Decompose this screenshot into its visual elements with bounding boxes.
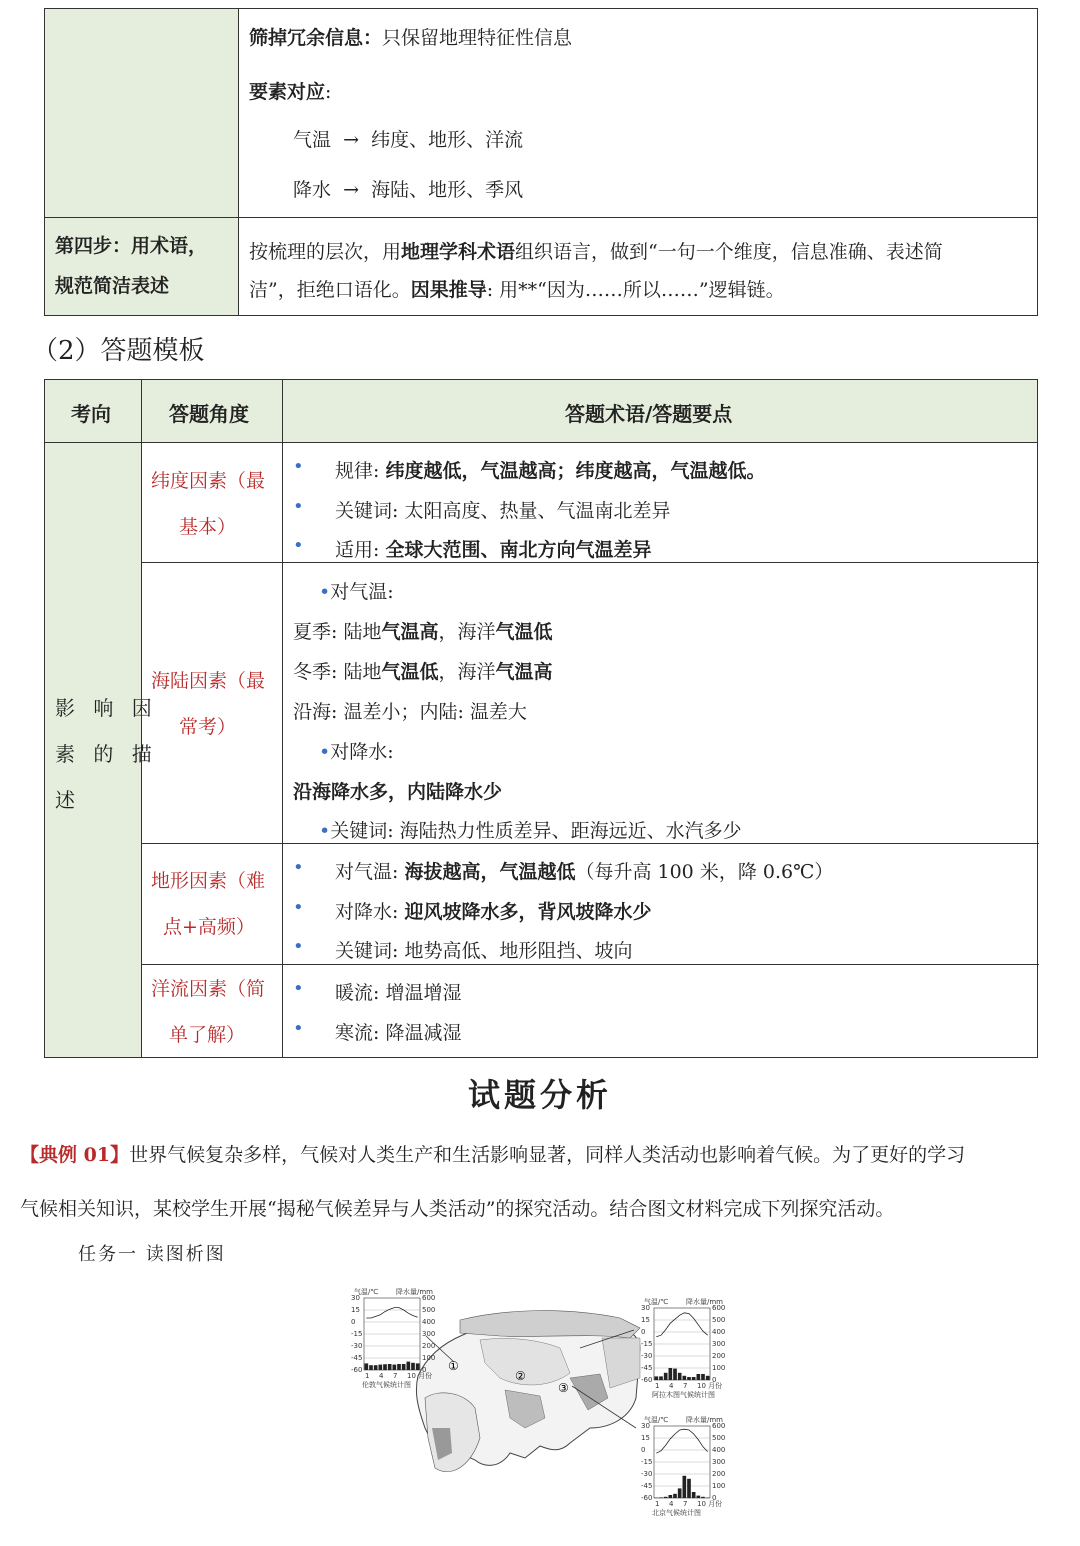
left-tick: 0: [641, 1328, 646, 1336]
month-tick: 10 月份: [697, 1500, 723, 1508]
left-tick: -15: [641, 1458, 653, 1466]
bullet-icon: •: [293, 535, 304, 556]
right-tick: 0: [712, 1376, 717, 1384]
terrain-temp-note: （每升高 100 米，降 0.6℃）: [575, 861, 834, 883]
precip-bar: [397, 1364, 401, 1370]
terrain-temp: [293, 857, 834, 884]
row-divider-3: [141, 964, 1039, 965]
left-tick: -45: [351, 1354, 363, 1362]
col-divider-2: [282, 380, 283, 1057]
precip-bar: [402, 1364, 406, 1370]
cold-current-text: 寒流: 降温减湿: [335, 1022, 462, 1044]
left-tick: -30: [351, 1342, 363, 1350]
left-tick: 30: [641, 1422, 650, 1430]
analysis-title: 试题分析: [467, 1076, 612, 1114]
row-label-line3: 述: [55, 788, 81, 812]
left-tick: 0: [351, 1318, 356, 1326]
example-paragraph-line1: [20, 1140, 965, 1167]
right-tick: 400: [712, 1446, 726, 1454]
right-tick: 400: [712, 1328, 726, 1336]
land-sea-keywords: [319, 816, 742, 843]
month-tick: 4: [379, 1372, 384, 1380]
bullet-icon: •: [293, 1018, 304, 1039]
london-climate-chart: [351, 1287, 435, 1389]
factor-current: [151, 966, 279, 1058]
chart-caption: 伦敦气候统计图: [362, 1381, 411, 1389]
filter-info-line: [249, 23, 572, 50]
right-tick: 600: [712, 1422, 726, 1430]
month-tick: 1: [655, 1382, 660, 1390]
terrain-temp-label: 对气温:: [335, 861, 405, 883]
land-sea-precip-title-text: 对降水:: [330, 741, 394, 763]
row-label-line1: 影 响 因: [55, 696, 158, 720]
element-map-colon: :: [325, 81, 332, 103]
step4-term-bold: 地理学科术语: [401, 241, 516, 263]
precip-bar: [697, 1374, 701, 1380]
precip-bar: [701, 1374, 705, 1380]
precip-bar: [664, 1497, 668, 1498]
right-tick: 0: [422, 1366, 427, 1374]
right-tick: 600: [712, 1304, 726, 1312]
precip-bar: [669, 1368, 673, 1380]
bullet-icon: •: [293, 857, 304, 878]
header-terms: 答题术语/答题要点: [565, 402, 733, 426]
method-table: [44, 8, 1038, 316]
winter-d: 气温高: [495, 661, 553, 683]
factor-current-line2: 单了解）: [169, 1024, 246, 1046]
filter-info-text: 只保留地理特征性信息: [382, 27, 573, 49]
factor-land-sea-line2: 常考）: [179, 716, 237, 738]
example-paragraph-line2: 气候相关知识，某校学生开展“揭秘气候差异与人类活动”的探究活动。结合图文材料完成下列探究活动。: [20, 1198, 895, 1220]
left-tick: 0: [641, 1446, 646, 1454]
precip-bar: [697, 1496, 701, 1498]
right-tick: 300: [422, 1330, 436, 1338]
right-tick: 100: [712, 1364, 726, 1372]
left-axis-label: 气温/℃: [644, 1298, 669, 1306]
left-tick: -60: [641, 1376, 653, 1384]
temperature-mapping: 气温 → 纬度、地形、洋流: [293, 129, 524, 151]
template-heading: （2）答题模板: [32, 336, 205, 366]
bullet-icon: •: [319, 581, 331, 603]
left-tick: -15: [641, 1340, 653, 1348]
precip-bar: [692, 1377, 696, 1380]
right-tick: 300: [712, 1340, 726, 1348]
element-map-line: [249, 77, 331, 104]
example-tag: 【典例 01】: [20, 1144, 130, 1166]
coast-inland-line: 沿海: 温差小；内陆: 温差大: [293, 701, 527, 723]
winter-a: 冬季: 陆地: [293, 661, 382, 683]
land-sea-temp-title: [319, 577, 394, 604]
almaty-climate-chart: [641, 1297, 725, 1399]
factor-terrain-line1: 地形因素（难: [151, 870, 266, 892]
precip-bar: [678, 1373, 682, 1380]
factor-terrain: [151, 858, 279, 950]
right-tick: 500: [712, 1434, 726, 1442]
left-tick: 30: [641, 1304, 650, 1312]
step4-text-c: 组织语言，做到“一句一个维度，信息准确、表述简: [515, 241, 943, 263]
precip-bar: [687, 1377, 691, 1380]
precip-bar: [411, 1363, 415, 1370]
winter-c: ，海洋: [438, 661, 496, 683]
latitude-keywords-text: 关键词: 太阳高度、热量、气温南北差异: [335, 500, 671, 522]
warm-current: [293, 978, 462, 1005]
step4-title-line1: 第四步：用术语，: [55, 235, 208, 257]
precip-bar: [659, 1497, 663, 1498]
bullet-icon: •: [293, 897, 304, 918]
right-tick: 100: [712, 1482, 726, 1490]
left-tick: -15: [351, 1330, 363, 1338]
winter-line: [293, 657, 553, 684]
summer-b: 气温高: [381, 621, 439, 643]
answer-template-table: [44, 379, 1038, 1058]
precip-bar: [393, 1365, 397, 1370]
left-tick: -30: [641, 1352, 653, 1360]
marker-3: ③: [558, 1381, 569, 1395]
right-tick: 600: [422, 1294, 436, 1302]
month-tick: 7: [683, 1500, 688, 1508]
precip-bar: [687, 1479, 691, 1498]
marker-2: ②: [515, 1369, 526, 1383]
row-divider-1: [141, 562, 1039, 563]
factor-latitude-line1: 纬度因素（最: [151, 470, 266, 492]
bullet-icon: •: [319, 741, 331, 763]
precip-bar: [383, 1364, 387, 1370]
latitude-rule-bold: 纬度越低，气温越高；纬度越高，气温越低。: [385, 460, 766, 482]
land-sea-keywords-text: 关键词: 海陆热力性质差异、距海远近、水汽多少: [330, 820, 742, 842]
precip-bar: [388, 1364, 392, 1370]
summer-a: 夏季: 陆地: [293, 621, 382, 643]
factor-land-sea: [151, 658, 279, 750]
winter-b: 气温低: [381, 661, 439, 683]
factor-current-line1: 洋流因素（简: [151, 978, 266, 1000]
precip-bar: [655, 1376, 659, 1380]
beijing-climate-chart: [641, 1415, 725, 1517]
marker-1: ①: [448, 1359, 459, 1373]
terrain-temp-bold: 海拔越高，气温越低: [404, 861, 576, 883]
precip-bar: [706, 1376, 710, 1380]
month-tick: 10 月份: [697, 1382, 723, 1390]
latitude-keywords: [293, 496, 671, 523]
right-tick: 500: [422, 1306, 436, 1314]
factor-latitude-line2: 基本）: [179, 516, 237, 538]
step4-text-line1: [249, 237, 943, 264]
row-label-line2: 素 的 描: [55, 742, 158, 766]
task-label: 任务一 读图析图: [78, 1244, 226, 1265]
right-tick: 200: [422, 1342, 436, 1350]
precip-bar: [701, 1497, 705, 1498]
left-tick: -45: [641, 1482, 653, 1490]
precip-bar: [416, 1363, 420, 1370]
step4-causal-bold: 因果推导: [410, 279, 487, 301]
precip-bar: [673, 1494, 677, 1498]
example-text-1: 世界气候复杂多样，气候对人类生产和生活影响显著，同样人类活动也影响着气候。为了更好的学习: [129, 1144, 966, 1166]
step4-text2-a: 洁”，拒绝口语化。: [249, 279, 411, 301]
step4-text2-c: : 用**“因为……所以……”逻辑链。: [486, 279, 785, 301]
left-tick: 30: [351, 1294, 360, 1302]
terrain-precip: [293, 897, 652, 924]
left-tick: -60: [351, 1366, 363, 1374]
precip-bar: [365, 1363, 369, 1370]
left-tick: -60: [641, 1494, 653, 1502]
precip-bar: [673, 1369, 677, 1380]
latitude-rule: [293, 456, 766, 483]
precip-bar: [369, 1365, 373, 1370]
precip-bar: [664, 1373, 668, 1380]
bullet-icon: •: [293, 456, 304, 477]
right-tick: 200: [712, 1352, 726, 1360]
land-sea-temp-title-text: 对气温:: [330, 581, 394, 603]
filter-info-title: 筛掉冗余信息：: [249, 27, 383, 49]
precip-bar: [692, 1492, 696, 1498]
row-divider-2: [141, 843, 1039, 844]
step3-label-cell: [45, 9, 239, 217]
row-category-label: [55, 685, 158, 823]
bullet-icon: •: [319, 820, 331, 842]
left-tick: -30: [641, 1470, 653, 1478]
summer-d: 气温低: [495, 621, 553, 643]
right-tick: 400: [422, 1318, 436, 1326]
climate-figure: [340, 1278, 740, 1528]
precipitation-mapping: 降水 → 海陆、地形、季风: [293, 179, 524, 201]
header-direction: 考向: [71, 402, 111, 426]
month-tick: 7: [683, 1382, 688, 1390]
latitude-scope-bold: 全球大范围、南北方向气温差异: [385, 539, 652, 561]
month-tick: 4: [669, 1500, 674, 1508]
precip-bar: [407, 1362, 411, 1370]
world-map: [416, 1311, 640, 1472]
precip-bar: [683, 1376, 687, 1380]
right-tick: 300: [712, 1458, 726, 1466]
bullet-icon: •: [293, 978, 304, 999]
left-axis-label: 气温/℃: [354, 1288, 379, 1296]
bullet-icon: •: [293, 936, 304, 957]
month-tick: 1: [365, 1372, 370, 1380]
step4-text-a: 按梳理的层次，用: [249, 241, 402, 263]
right-tick: 0: [712, 1494, 717, 1502]
month-tick: 10 月份: [407, 1372, 433, 1380]
latitude-scope-label: 适用:: [335, 539, 386, 561]
precip-bar: [678, 1488, 682, 1498]
precip-bar: [659, 1376, 663, 1380]
factor-land-sea-line1: 海陆因素（最: [151, 670, 266, 692]
precip-bar: [379, 1365, 383, 1370]
latitude-rule-label: 规律:: [335, 460, 386, 482]
header-angle: 答题角度: [169, 402, 249, 426]
left-tick: -45: [641, 1364, 653, 1372]
right-axis-label: 降水量/mm: [686, 1298, 723, 1306]
month-tick: 1: [655, 1500, 660, 1508]
chart-caption: 阿拉木图气候统计图: [652, 1391, 715, 1399]
latitude-scope: [293, 535, 652, 562]
land-sea-precip-title: [319, 737, 394, 764]
precip-bar: [669, 1495, 673, 1498]
cold-current: [293, 1018, 462, 1045]
summer-line: [293, 617, 553, 644]
coast-precip-line: 沿海降水多，内陆降水少: [293, 781, 503, 803]
left-tick: 15: [641, 1316, 650, 1324]
right-axis-label: 降水量/mm: [396, 1288, 433, 1296]
terrain-keywords-text: 关键词: 地势高低、地形阻挡、坡向: [335, 940, 633, 962]
precip-bar: [374, 1365, 378, 1370]
terrain-precip-bold: 迎风坡降水多，背风坡降水少: [404, 901, 652, 923]
right-tick: 200: [712, 1470, 726, 1478]
right-tick: 500: [712, 1316, 726, 1324]
step4-title-line2: 规范简洁表述: [55, 275, 170, 297]
left-tick: 15: [641, 1434, 650, 1442]
right-axis-label: 降水量/mm: [686, 1416, 723, 1424]
precip-bar: [683, 1476, 687, 1498]
terrain-precip-label: 对降水:: [335, 901, 405, 923]
warm-current-text: 暖流: 增温增湿: [335, 982, 462, 1004]
factor-terrain-line2: 点+高频）: [163, 916, 255, 938]
month-tick: 4: [669, 1382, 674, 1390]
left-axis-label: 气温/℃: [644, 1416, 669, 1424]
element-map-title: 要素对应: [249, 81, 326, 103]
step4-text-line2: [249, 275, 785, 302]
right-tick: 100: [422, 1354, 436, 1362]
month-tick: 7: [393, 1372, 398, 1380]
factor-latitude: [151, 458, 279, 550]
terrain-keywords: [293, 936, 633, 963]
left-tick: 15: [351, 1306, 360, 1314]
bullet-icon: •: [293, 496, 304, 517]
summer-c: ，海洋: [438, 621, 496, 643]
chart-caption: 北京气候统计图: [652, 1509, 701, 1517]
